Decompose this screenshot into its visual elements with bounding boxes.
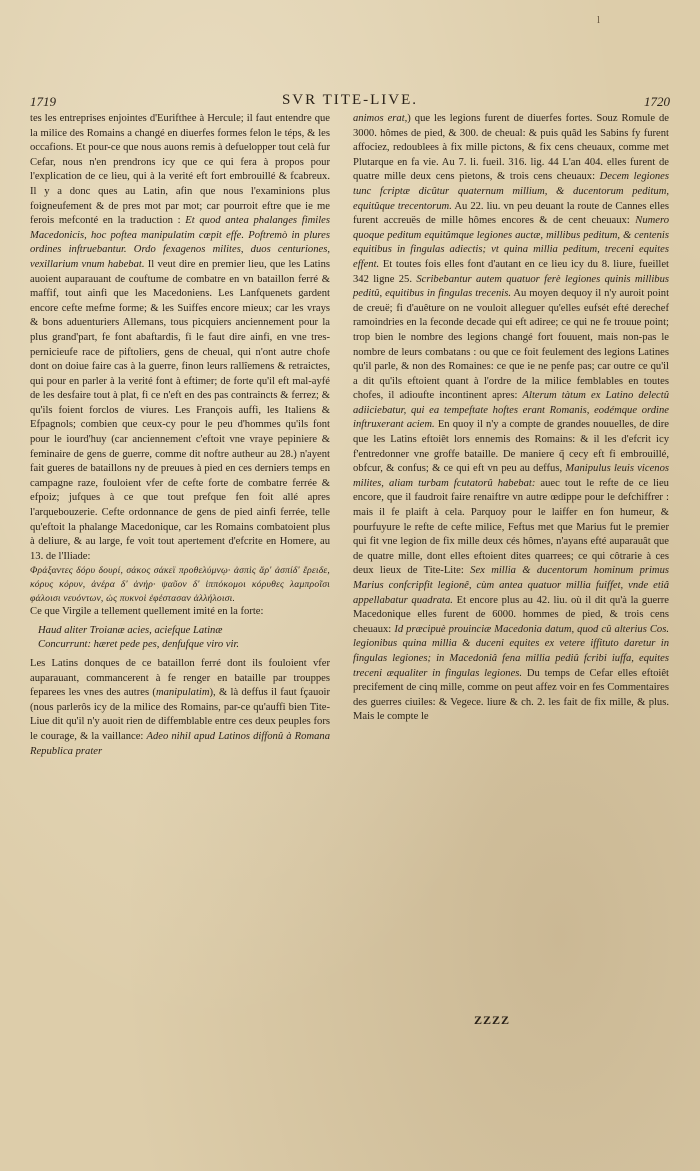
page-number-right: 1720: [644, 94, 670, 109]
right-p8-text: Du temps de Cefar elles eftoiêt precifement de cinq mille, comme on peut affez voir en fes Commentaires des guerres ciuiles: & Vegece. liure & ch. 2. les fait de fix mille, & plus. Mais le compte le: [353, 667, 669, 723]
virgil-verse: [38, 624, 330, 653]
right-p6-text: auec tout le refte de ce lieu encore, que il faudroit faire renaiftre vn autre œdippe pour le defchiffrer : mais il fe plaift à cela. Parquoy pour le laiffer en fon humeur, & pourfuyure le refte de cefte milice, Feftus met que Marius fut le premier qui fit vne legion de fix mille deux cés hômes, n'ayans efté auparauât que de quatre mille, dont elles eftoient dites quarrees; ce qui côtrarie à ces deux lieux de Tite-Lite:: [353, 477, 669, 577]
left-p4-latin-end: Adeo nihil apud Latinos diffonû à Romana Republica prater: [30, 730, 330, 757]
left-paragraph-4: [30, 657, 330, 759]
left-p4-text: Les Latins donques de ce bataillon ferré dont ils fouloient vfer auparauant, commancerent à fe renger en bataille par trouppes feparees les vnes des autres (: [30, 657, 330, 699]
right-p4-text: Au moyen dequoy il n'y auroit point de creuë; fi d'auêture on ne vouloit alleguer qu'elles eufsét efté derechef ramoindries en la feconde decade qui eft adiree; ce qui ne fe trouue point; trop bien le nombre des legions changé fort fouuent, mais non-pas le nombre de leurs combatans : ou que ce foit feulement des legions Latines qu'il parle, & non des Romaines: ce que ie ne penfe pas; car outre ce qu'il a dit qu'ils eftoient quant à l'ordre de la milice femblables en toutes chofes, il adioufte incontinent apres:: [353, 288, 670, 402]
greek-quotation: Φράξαντες δόρυ δουρί, σάκος σάκεϊ προθελύμνῳ· ἀσπὶς ἄρ' ἀσπίδ' ἔρειδε, κόρυς κόρυν, ἀνέρα δ' ἀνήρ· ψαῦον δ' ἱππόκομοι κόρυθες λαμπροῖσι φάλοισι νευόντων, ὡς πυκνοὶ ἐφέστασαν ἀλλήλοισι.: [30, 565, 330, 604]
right-p1-latin-start: animos erat,: [353, 113, 408, 124]
running-title: SVR TITE-LIVE.: [281, 92, 419, 108]
right-p1-text: ) que les legions furent de diuerfes fortes. Souz Romule de 3000. hômes de pied, & 300. de cheual: & puis quâd les Sabins fy furent affociez, redoublees à fix mille pictons, & fix cens cheuaux, comme met Plutarque en fa vie. Au 7. li. fueil. 316. lig. 44 L'an 404. elles furent de quatre mille deux cens pietons, & trois cens cheuaux:: [353, 113, 669, 183]
right-p7-text: Et encore plus au 42. liu. où il dit qu'à la guerre Macedonique elles furent de 6000. hommes de pied, & trois cens cheuaux:: [353, 594, 669, 635]
page-header: [30, 92, 670, 112]
right-p3-latin-quote: Scribebantur autem quatuor ferè legiones quinis millibus peditû, equitibus in fingulas trecenis.: [353, 273, 669, 300]
right-p7-latin-quote: Id præcipuè prouinciæ Macedonia datum, quod cû alterius Cos. legionibus quina millia & duceni equites ex vetere iffituto daretur in fingulas legiones; in Macedoniâ fena millia pediû fcribi iuffa, equites treceni æqualiter in fingulas legiones.: [353, 623, 669, 679]
left-p4-rest: ), & là deffus il faut fçauoir (nous parlerôs icy de la milice des Romains, par-ce qu'auffi bien Tite-Liue dit qu'il n'y auoit rien de diffemblable entre ces deux peuples fors le courage, & la vaillance:: [30, 687, 331, 742]
catchword: ZZZZ: [474, 1013, 511, 1027]
right-p3-text: Et toutes fois elles font d'autant en ce lieu icy du 8. liure, fueillet 342 ligne 25.: [353, 258, 669, 285]
left-p1-latin-quote: Et quod antea phalanges fimiles Macedonicis, hoc poftea manipulatim cœpit effe. Poftremò in plures ordines inftruebantur. Ordo fexagenos milites, duos centuriones, vexillarium vnum habebat.: [30, 215, 330, 270]
left-p2-text: Il veut dire en premier lieu, que les Latins auoient auparauant de couftume de combatre en vn bataillon ferré & maffif, tout ainfi que les Macedoniens. Les Lanfquenets gardent encore cefte mefme forme; & les Suiffes encore mieux; car les vrays & bons aduenturiers Allemans, tous picquiers anciennement pour la plus grand'part, fe font abaftardis, fi le faut dire ainfi, en vne tres-pernicieufe race de piftoliers, gens de cheual, qui n'ont autre chofe dont on doiue faire cas à la guerre, finon leurs rallîemens & retraictes, qui pour en parler à la verité font à eftimer; de forte qu'il eft mal-ayfé de les desfaire tout à plat, fi ce n'eft en des pas contraincts & ferrez; & qu'ils foient forclos de viures. Les François auffi, les Italiens & Efpagnols; combien que ceux-cy pour le peu d'hommes qu'ils font pour le iourd'huy (car anciennement c'eftoit vne vraye pepiniere & feminaire de gens de guerre, comme dit noftre autheur au 28.) n'ayent fait gueres de bataillons ny de preuues à pied en ces derniers temps en campagne raze, fouloient vfer de cefte forte de combatre ferrée & efpoiz; jufques à ce que tout prefque fen foit allé apres l'arquebouzerie. Cefte ordonnance de gens de pied ainfi ferrée, telle qu'eftoit la phalange Macedonique, car les Romains combatoient plus à deliure, & au large, fe voit tout apertement d'efcrite en Homere, au 13. de l'Iliade:: [30, 258, 330, 562]
left-paragraph-1: [30, 112, 330, 564]
right-p1-latin-quote: Decem legiones tunc fcriptæ dicûtur quaternum millium, & ducentorum peditum, equitûque trecentorum.: [353, 171, 669, 212]
verse-line-2: Concurrunt: hæret pede pes, denfufque viro vir.: [38, 639, 240, 651]
page-number-left: 1719: [30, 94, 56, 109]
left-column: [30, 112, 330, 759]
right-p5-text: En quoy il n'y a compte de grandes nouuelles, de dire que les Latins eftoiêt lors ennemis des Romains: & il les d'efcrit icy f'entredonner vne groffe bataille. De maniere q̃ cecy eft fi embrouillé, obfcur, & confus; & ce qui eft vn peu au deffus,: [353, 419, 670, 475]
left-p1-text: tes les entreprises enjointes d'Eurifthee à Hercule; il faut entendre que la milice des Romains a changé en diuerfes formes felon le téps, & les occafions. Et pour-ce que nous auons remis à defuelopper tout celà fur Cefar, nous n'en prendrons icy que ce qui fera à propos pour l'explication de ce lieu, qui à la verité eft fort embrouillé & fcabreux. Il y a donc ques au Latin, afin que nous l'examinions plus foigneufement & de pres mot par mot; car pourroit eftre que ie me ferois mefconté en la traduction :: [30, 113, 330, 227]
verse-line-1: Haud aliter Troianæ acies, aciefque Latinæ: [38, 624, 223, 636]
edge-mark: l: [596, 14, 600, 26]
right-p2-text: Au 22. liu. vn peu deuant la route de Cannes elles furent accreuës de mille hômes encores & de cent cheuaux:: [353, 200, 669, 227]
left-paragraph-3: Ce que Virgile a tellement quellement imité en la forte:: [30, 606, 264, 618]
left-p4-latin-word: manipulatim: [155, 687, 210, 699]
right-column: [353, 112, 669, 725]
right-p4-latin-quote: Alterum tàtum ex Latino delectû adiiciebatur, qui ea tempeftate hoftes erant Romanis, eodémque ordine inftruxerant aciem.: [353, 390, 669, 431]
right-paragraph-1: [353, 112, 669, 725]
right-p6-latin-quote: Sex millia & ducentorum hominum primus Marius confcripfit legionê, cùm antea quatuor millia fuiffet, vnde etiâ appellabatur quadrata.: [353, 565, 669, 606]
right-p2-latin-quote: Numero quoque peditum equitûmque legiones auctæ, millibus peditum, & centenis equitibus in fingulas adiectis; vt quina millia peditum, treceni equites effent.: [353, 215, 669, 270]
right-p5-latin-quote: Manipulus leuis vicenos milites, aliam turbam fcutatorû habebat:: [353, 463, 669, 489]
